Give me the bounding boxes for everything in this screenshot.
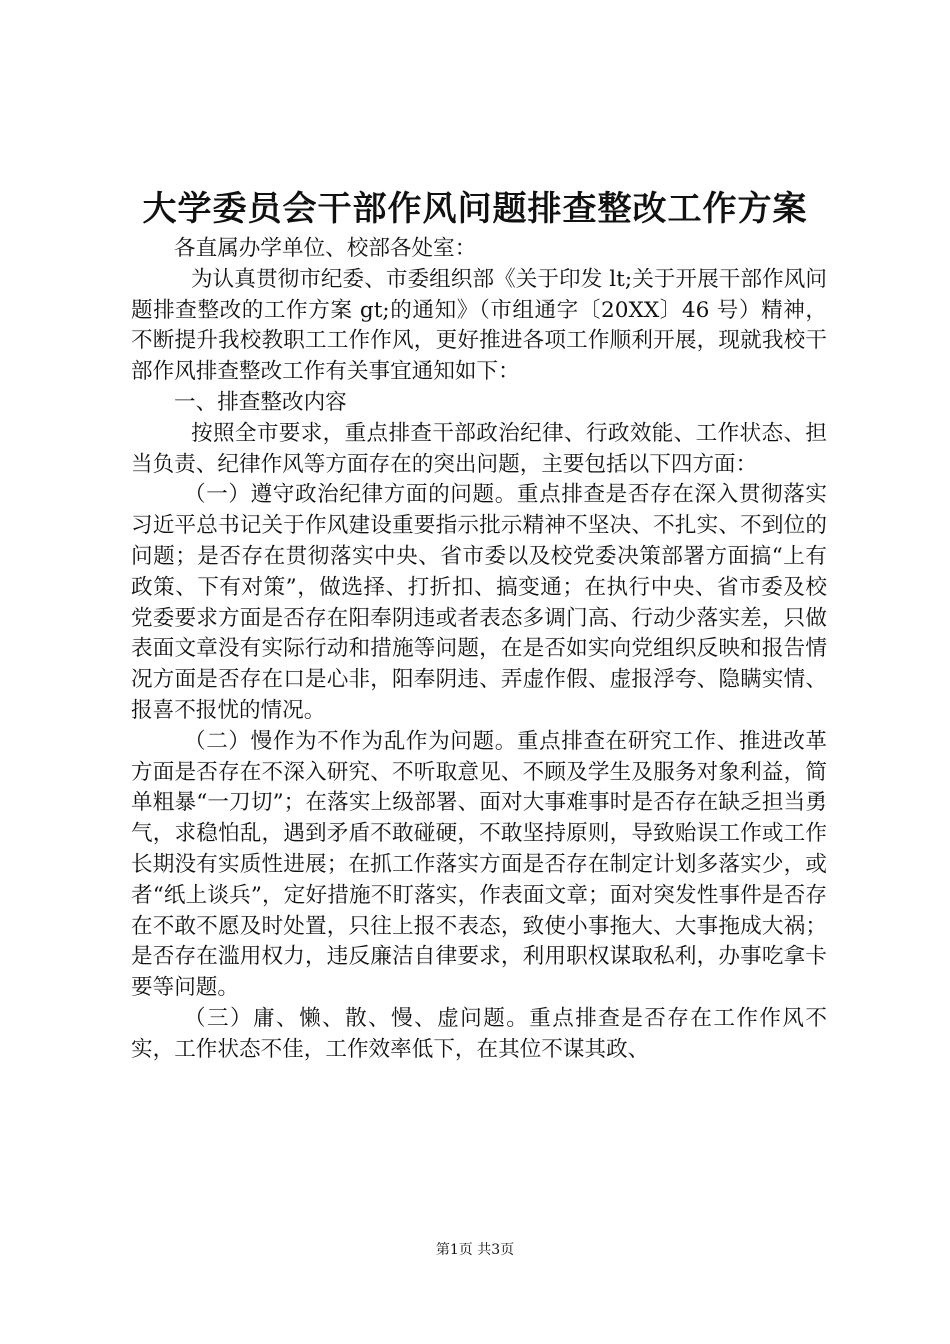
page-number-footer: 第1页 共3页 (435, 1242, 515, 1258)
section-intro-paragraph: 按照全市要求，重点排查干部政治纪律、行政效能、工作状态、担当负责、纪律作风等方面存在的突出问题，主要包括以下四方面： (131, 420, 827, 477)
item-1-paragraph: （一）遵守政治纪律方面的问题。重点排查是否存在深入贯彻落实习近平总书记关于作风建设重要指示批示精神不坚决、不扎实、不到位的问题；是否存在贯彻落实中央、省市委以及校党委决策部署方面搞“上有政策、下有对策”，做选择、打折扣、搞变通；在执行中央、省市委及校党委要求方面是否存在阳奉阴违或者表态多调门高、行动少落实差，只做表面文章没有实际行动和措施等问题，在是否如实向党组织反映和报告情况方面是否存在口是心非，阳奉阴违、弄虚作假、虚报浮夸、隐瞒实情、报喜不报忧的情况。 (131, 482, 827, 723)
section-heading: 一、排查整改内容 (174, 389, 347, 415)
salutation: 各直属办学单位、校部各处室： (174, 236, 477, 261)
item-2-paragraph: （二）慢作为不作为乱作为问题。重点排查在研究工作、推进改革方面是否存在不深入研究、不听取意见、不顾及学生及服务对象利益，简单粗暴“一刀切”；在落实上级部署、面对大事难事时是否存在缺乏担当勇气，求稳怕乱，遇到矛盾不敢碰硬，不敢坚持原则，导致贻误工作或工作长期没有实质性进展；在抓工作落实方面是否存在制定计划多落实少，或者“纸上谈兵”，定好措施不盯落实，作表面文章；面对突发性事件是否存在不敢不愿及时处置，只往上报不表态，致使小事拖大、大事拖成大祸；是否存在滥用权力，违反廉洁自律要求，利用职权谋取私利，办事吃拿卡要等问题。 (131, 728, 827, 1001)
item-3-paragraph: （三）庸、懒、散、慢、虚问题。重点排查是否存在工作作风不实，工作状态不佳，工作效率低下，在其位不谋其政、 (131, 1005, 827, 1062)
document-body (131, 234, 827, 1066)
intro-paragraph: 为认真贯彻市纪委、市委组织部《关于印发 lt;关于开展干部作风问题排查整改的工作方案 gt;的通知》（市组通字〔20XX〕46 号）精神，不断提升我校教职工工作作风，更好推进各项工作顺利开展，现就我校干部作风排查整改工作有关事宜通知如下： (131, 266, 827, 385)
document-title: 大学委员会干部作风问题排查整改工作方案 (142, 189, 808, 229)
